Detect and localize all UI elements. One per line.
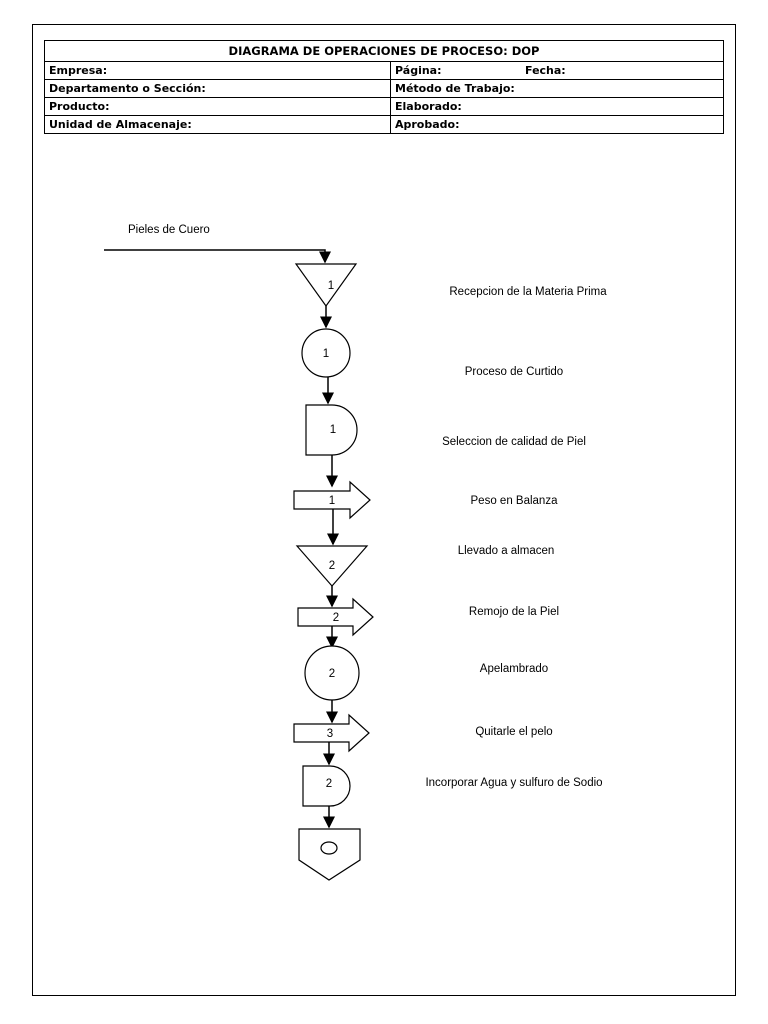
input-flow-line <box>104 250 325 262</box>
metodo-field: Método de Trabajo: <box>391 80 724 98</box>
departamento-field: Departamento o Sección: <box>45 80 391 98</box>
fecha-field: Fecha: <box>525 64 566 77</box>
step-label-3: Seleccion de calidad de Piel <box>442 436 586 448</box>
step-number: 1 <box>329 424 337 436</box>
step-label-5: Llevado a almacen <box>457 545 555 557</box>
step-number: 1 <box>328 495 336 507</box>
step-number: 3 <box>326 728 334 740</box>
delay-d-shape-2 <box>303 766 350 806</box>
pagina-field: Página: <box>395 64 442 77</box>
elaborado-field: Elaborado: <box>391 98 724 116</box>
step-number: 2 <box>332 612 340 624</box>
step-label-9: Incorporar Agua y sulfuro de Sodio <box>425 777 603 789</box>
step-number: 2 <box>328 560 336 572</box>
final-storage-pentagon <box>299 829 360 880</box>
step-label-4: Peso en Balanza <box>470 495 558 507</box>
operation-circle-1 <box>302 329 350 377</box>
aprobado-field: Aprobado: <box>391 116 724 134</box>
transport-arrow-1 <box>294 482 370 518</box>
delay-d-shape-1 <box>306 405 357 455</box>
empresa-field: Empresa: <box>45 62 391 80</box>
transport-arrow-2 <box>298 599 373 635</box>
storage-triangle-1 <box>296 264 356 306</box>
storage-triangle-2 <box>297 546 367 586</box>
step-label-1: Recepcion de la Materia Prima <box>449 286 607 298</box>
input-label: Pieles de Cuero <box>128 224 210 236</box>
operation-circle-2 <box>305 646 359 700</box>
circle-icon <box>321 842 337 854</box>
step-label-2: Proceso de Curtido <box>464 366 564 378</box>
step-number: 2 <box>328 668 336 680</box>
step-number: 1 <box>322 348 330 360</box>
document-title: DIAGRAMA DE OPERACIONES DE PROCESO: DOP <box>45 41 724 62</box>
step-number: 2 <box>325 778 333 790</box>
step-label-6: Remojo de la Piel <box>468 606 560 618</box>
step-number: 1 <box>327 280 335 292</box>
producto-field: Producto: <box>45 98 391 116</box>
step-label-7: Apelambrado <box>479 663 549 675</box>
unidad-field: Unidad de Almacenaje: <box>45 116 391 134</box>
step-label-8: Quitarle el pelo <box>475 726 553 738</box>
